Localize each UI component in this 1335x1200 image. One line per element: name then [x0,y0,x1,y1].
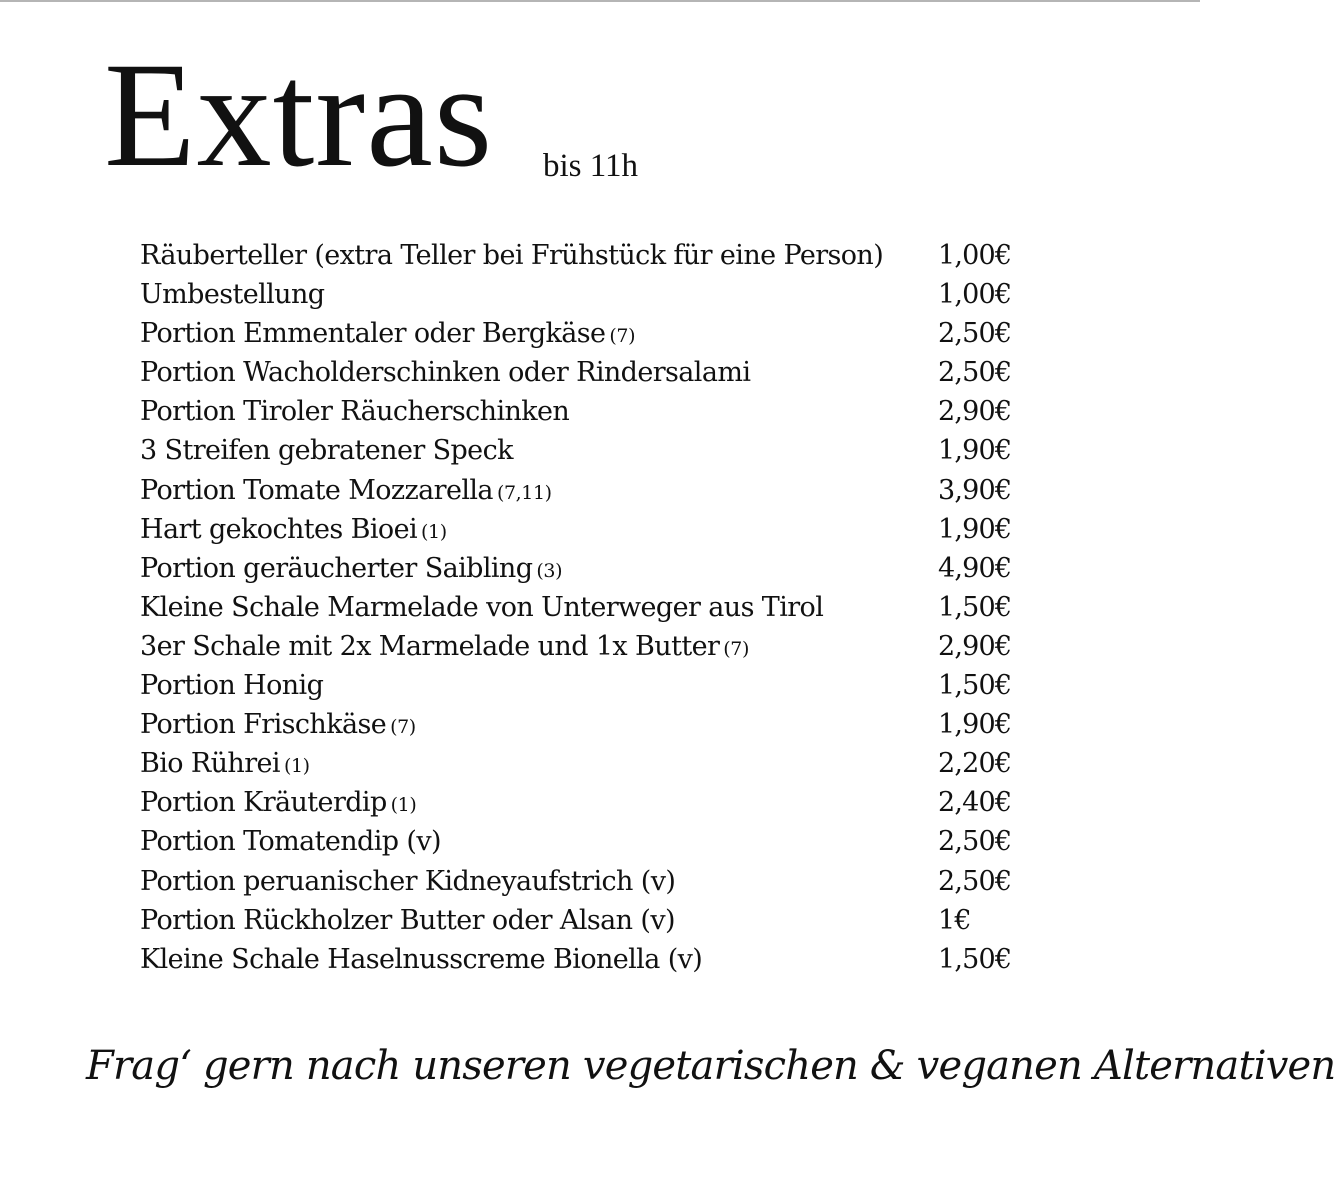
menu-item-price: 2,50€ [938,865,1012,897]
menu-item-price: 1,00€ [938,279,1012,311]
menu-item-label: Portion Emmentaler oder Bergkäse [140,318,606,350]
menu-item-name [140,940,702,979]
menu-item-name [140,275,324,314]
menu-item [140,901,1040,940]
menu-item-name [140,666,323,705]
menu-item-label: Portion Wacholderschinken oder Rindersalami [140,357,751,389]
menu-item [140,353,1040,392]
menu-item-name [140,471,552,513]
menu-item-allergen: (7) [723,637,749,660]
menu-item [140,822,1040,861]
menu-item-price: 4,90€ [938,552,1012,584]
menu-item-price: 1,90€ [938,435,1012,467]
menu-item [140,744,1040,783]
footer-note: Frag‘ gern nach unseren vegetarischen & veganen Alternativen [86,1043,1335,1089]
menu-item-allergen: (7,11) [496,481,552,504]
menu-item-price: 1,50€ [938,591,1012,623]
menu-item-label: Kleine Schale Marmelade von Unterweger aus Tirol [140,591,824,623]
menu-item [140,510,1040,549]
menu-item-price: 1€ [938,904,971,936]
menu-item-label: Umbestellung [140,279,325,311]
menu-item [140,549,1040,588]
menu-item [140,862,1040,901]
menu-item-name [140,314,635,356]
menu-item-label: Portion Rückholzer Butter oder Alsan (v) [140,904,675,936]
menu-item [140,314,1040,353]
menu-item-name [140,901,675,940]
menu-item-name [140,549,562,591]
menu-item [140,236,1040,275]
menu-item-label: Hart gekochtes Bioei [140,513,417,545]
menu-item-allergen: (3) [536,559,563,582]
menu-item-name [140,236,883,275]
menu-item-price: 1,50€ [938,943,1012,975]
top-divider [0,0,1200,2]
menu-item-allergen: (7) [390,716,416,739]
menu-item-label: 3 Streifen gebratener Speck [140,435,513,467]
menu-item-label: Portion Kräuterdip [140,787,387,819]
menu-item [140,705,1040,744]
menu-item-price: 3,90€ [938,474,1012,506]
menu-item-name [140,705,416,747]
menu-item [140,392,1040,431]
menu-item-price: 2,50€ [938,826,1012,858]
menu-item-name [140,510,447,552]
page-subtitle: bis 11h [543,148,639,184]
menu-item-price: 2,90€ [938,630,1012,662]
menu-item-price: 1,90€ [938,709,1012,741]
menu-item-name [140,744,310,786]
menu-item-price: 1,00€ [938,240,1012,271]
menu-item [140,627,1040,666]
menu-item [140,275,1040,314]
menu-item-name [140,627,749,669]
menu-item-name [140,431,513,470]
menu-item-allergen: (1) [283,755,310,778]
menu-item-price: 1,90€ [938,513,1012,545]
menu-item-label: 3er Schale mit 2x Marmelade und 1x Butter [140,630,720,662]
menu-item-allergen: (7) [609,325,636,348]
menu-item-name [140,862,675,901]
menu-item-label: Bio Rührei [140,748,280,780]
menu-item-price: 2,50€ [938,318,1012,350]
extras-menu-list [140,236,1040,979]
menu-item-name [140,783,416,825]
menu-item-name [140,822,441,861]
menu-item [140,588,1040,627]
menu-item-name [140,392,569,431]
menu-item-label: Portion Honig [140,670,324,702]
menu-item-label: Portion geräucherter Saibling [140,552,533,584]
menu-item-price: 2,20€ [938,748,1012,780]
page-title: Extras [104,32,494,198]
menu-item-name [140,588,823,627]
menu-item [140,940,1040,979]
menu-item-label: Portion Frischkäse [140,709,387,741]
menu-item [140,783,1040,822]
menu-item-price: 2,50€ [938,357,1012,389]
menu-item [140,666,1040,705]
menu-item-price: 1,50€ [938,670,1012,702]
menu-item-label: Portion Tomatendip (v) [140,826,441,858]
menu-item-allergen: (1) [421,520,447,543]
menu-item-name [140,353,750,392]
menu-item-price: 2,90€ [938,396,1012,428]
menu-item [140,431,1040,470]
menu-item [140,471,1040,510]
menu-item-label: Portion Tiroler Räucherschinken [140,396,570,428]
menu-item-allergen: (1) [390,794,417,817]
menu-item-label: Kleine Schale Haselnusscreme Bionella (v) [140,943,703,975]
menu-item-label: Portion Tomate Mozzarella [140,474,493,506]
menu-item-price: 2,40€ [938,787,1012,819]
menu-item-label: Räuberteller (extra Teller bei Frühstück für eine Person) [140,240,884,271]
menu-item-label: Portion peruanischer Kidneyaufstrich (v) [140,865,676,897]
